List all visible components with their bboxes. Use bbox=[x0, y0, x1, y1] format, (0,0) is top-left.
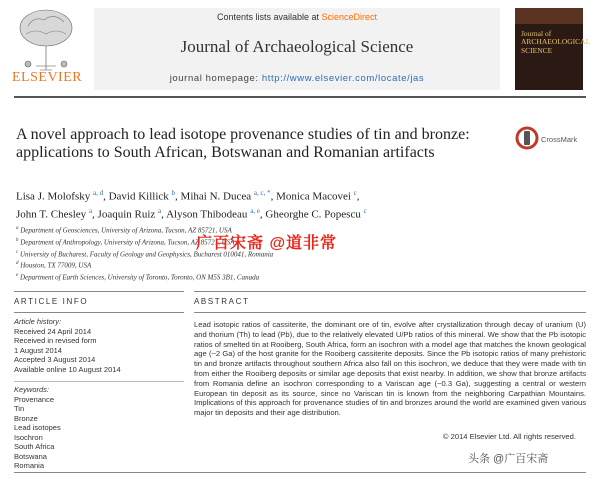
author-affil-marker[interactable]: a, e bbox=[250, 206, 260, 215]
journal-homepage-line bbox=[94, 73, 500, 84]
paper-title: A novel approach to lead isotope provenance studies of tin and bronze: applications to South African, Botswanan and Romanian artifacts bbox=[16, 126, 470, 161]
contents-available-line bbox=[94, 12, 500, 22]
author-affil-marker[interactable]: a bbox=[158, 206, 162, 215]
author-affil-marker[interactable]: c bbox=[353, 189, 357, 197]
affiliation-item bbox=[16, 259, 576, 271]
journal-title: Journal of Archaeological Science bbox=[180, 37, 414, 56]
author-name[interactable]: John T. Chesley bbox=[16, 208, 87, 221]
article-info-heading: ARTICLE INFO bbox=[14, 297, 89, 306]
history-item: Received 24 April 2014 bbox=[14, 326, 92, 336]
affiliation-marker: a bbox=[16, 226, 19, 231]
history-item: Received in revised form bbox=[14, 336, 97, 345]
elsevier-wordmark: ELSEVIER bbox=[12, 70, 83, 85]
copyright-notice: © 2014 Elsevier Ltd. All rights reserved. bbox=[442, 432, 576, 441]
author-affil-marker[interactable]: a, c, * bbox=[253, 189, 271, 197]
cover-strip bbox=[515, 8, 583, 24]
keywords-label: Keywords: bbox=[14, 385, 50, 394]
affiliation-text: Department of Geosciences, University of Arizona, Tucson, AZ 85721, USA bbox=[20, 226, 232, 235]
history-item: Accepted 3 August 2014 bbox=[14, 355, 96, 364]
author-line-2: John T. Chesley $^a$, Joaquin Ruiz $^a$, Alyson Thibodeau $^{a, e}$, Gheorghe C. Popescu $^c$ bbox=[16, 206, 367, 221]
footer-divider bbox=[14, 472, 586, 473]
contents-prefix: Contents lists available at bbox=[216, 12, 322, 22]
affiliation-item bbox=[16, 271, 576, 283]
overlay-watermark: 广百宋斋 @道非常 bbox=[196, 235, 338, 252]
author-name[interactable]: David Killick bbox=[108, 190, 169, 203]
author-name[interactable]: Mihai N. Ducea bbox=[180, 190, 252, 203]
header-divider bbox=[14, 96, 586, 98]
keyword-item: Romania bbox=[14, 461, 45, 470]
author-affil-marker[interactable]: a, d bbox=[93, 189, 104, 197]
history-item: Available online 10 August 2014 bbox=[14, 364, 121, 374]
author-affil-marker[interactable]: b bbox=[171, 189, 176, 197]
cover-title: Journal of ARCHAEOLOGICAL SCIENCE bbox=[521, 29, 590, 55]
info-top-rule bbox=[14, 291, 184, 292]
keyword-item: Lead isotopes bbox=[14, 423, 61, 432]
author-affil-marker[interactable]: c bbox=[363, 206, 367, 215]
author-name[interactable]: Gheorghe C. Popescu bbox=[265, 208, 361, 221]
keyword-item: Botswana bbox=[14, 451, 47, 461]
history-label: Article history: bbox=[14, 317, 62, 326]
affiliation-text: Department of Earth Sciences, University of Toronto, Toronto, ON M5S 3B1, Canada bbox=[19, 273, 260, 282]
author-name[interactable]: Alyson Thibodeau bbox=[166, 208, 248, 221]
author-affil-marker[interactable]: a bbox=[88, 206, 93, 215]
keyword-item: Provenance bbox=[14, 394, 55, 404]
footer-watermark: 头条 @广百宋斋 bbox=[468, 453, 549, 465]
affiliation-text: University of Bucharest, Faculty of Geology and Geophysics, Bucharest 010041, Romania bbox=[19, 249, 274, 258]
author-name[interactable]: Monica Macovei bbox=[276, 190, 351, 203]
author-name[interactable]: Joaquin Ruiz bbox=[97, 208, 156, 221]
keyword-item: Isochron bbox=[14, 432, 43, 442]
homepage-prefix: journal homepage: bbox=[169, 73, 262, 84]
history-item: 1 August 2014 bbox=[14, 345, 62, 355]
crossmark-icon bbox=[515, 126, 539, 150]
crossmark-label: CrossMark bbox=[541, 135, 578, 144]
affiliation-text: Houston, TX 77009, USA bbox=[20, 261, 92, 270]
info-bottom-rule bbox=[14, 312, 184, 313]
affiliation-marker: c bbox=[16, 249, 19, 255]
homepage-url-link[interactable]: http://www.elsevier.com/locate/jas bbox=[261, 73, 425, 84]
affiliation-marker: d bbox=[16, 261, 19, 267]
affiliation-marker: b bbox=[16, 237, 19, 243]
abstract-heading: ABSTRACT bbox=[194, 297, 250, 306]
abstract-bottom-rule bbox=[194, 312, 586, 313]
author-line-1: Lisa J. Molofsky $^{a, d}$, David Killick $^b$, Mihai N. Ducea $^{a, c, *}$, Monica Macovei $^c$, bbox=[16, 189, 360, 203]
affiliation-marker: e bbox=[16, 273, 19, 279]
affiliation-text: Department of Anthropology, University of Arizona, Tucson, AZ 85721, USA bbox=[20, 238, 235, 247]
author-list bbox=[16, 186, 576, 221]
author-name[interactable]: Lisa J. Molofsky bbox=[16, 190, 91, 203]
keyword-item: South Africa bbox=[14, 442, 55, 451]
article-info-panel bbox=[14, 317, 184, 471]
journal-cover-thumbnail bbox=[515, 8, 590, 90]
abstract-body: Lead isotopic ratios of cassiterite, the dominant ore of tin, evolve after crystallization through decay of uranium (U) and thorium (Th) to lead (Pb), due to the relatively elevated U/Pb ratios of this mineral. We show that the Pb isotopic ratios of smelted tin at Rooiberg, South Africa, form an isochron with a model age that matches the known geological age (~2 Ga) of the host granite for the Rooiberg cassiterite deposits. Since the Pb isotopic ratios of many prehistoric tin and bronze artifacts throughout southern Africa also fall on this isochron, we deduce that they were made with tin from either the Rooiberg deposits or similar age deposits that exist nearby. In addition, we show that bronze artifacts from Romania define an isochron corresponding to a Variscan age (~0.3 Ga), suggesting a central or western European tin deposit as its source, since no Variscan tin is known from the neighboring Carpathian Mountains. Implications of this approach for provenance studies of tin and bronzes around the world are examined given various major tin deposits and their age distribution. bbox=[194, 320, 586, 418]
keyword-item: Tin bbox=[14, 404, 25, 413]
keyword-item: Bronze bbox=[14, 413, 38, 423]
abstract-top-rule bbox=[194, 291, 586, 292]
info-divider bbox=[14, 381, 184, 382]
sciencedirect-link[interactable]: ScienceDirect bbox=[321, 12, 378, 22]
